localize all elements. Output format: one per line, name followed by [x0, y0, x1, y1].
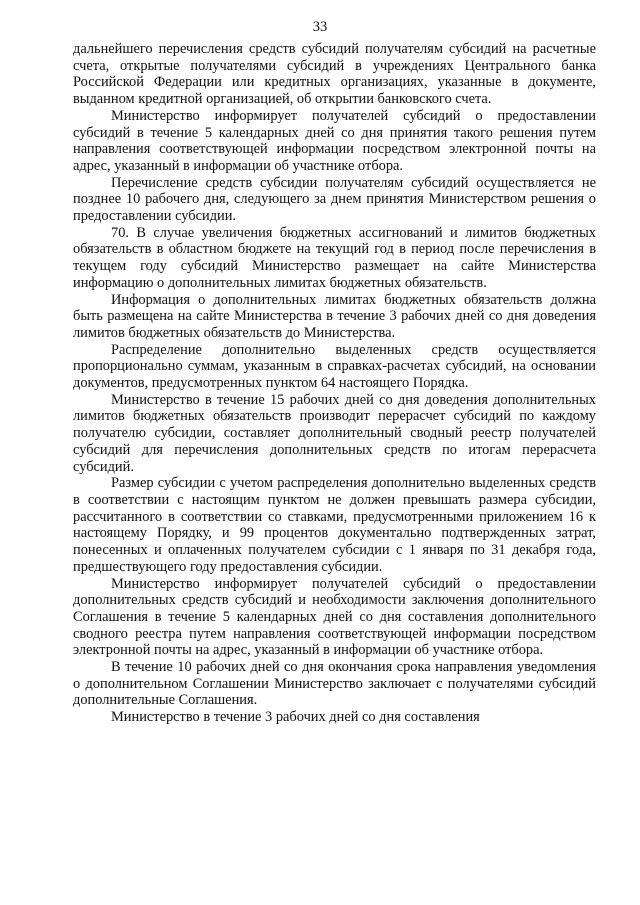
document-body	[73, 41, 596, 726]
paragraph: Министерство информирует получателей субсидий о предоставлении дополнительных средств субсидий и необходимости заключения дополнительного Соглашения в течение 5 календарных дней со дня составления дополнительного сводного реестра путем направления соответствующей информации посредством электронной почты на адрес, указанный в информации об участнике отбора.	[73, 575, 596, 659]
paragraph: Размер субсидии с учетом распределения дополнительно выделенных средств в соответствии с настоящим пунктом не должен превышать размера субсидии, рассчитанного в соответствии со ставками, предусмотренными приложением 16 к настоящему Порядку, и 99 процентов документально подтвержденных затрат, понесенных и оплаченных получателем субсидии с 1 января по 31 декабря года, предшествующего году предоставления субсидии.	[73, 475, 596, 575]
paragraph-truncated: Министерство в течение 3 рабочих дней со дня составления	[111, 709, 480, 726]
page-number: 33	[312, 19, 328, 35]
paragraph: Министерство информирует получателей субсидий о предоставлении субсидий в течение 5 календарных дней со дня принятия такого решения путем направления соответствующей информации посредством электронной почты на адрес, указанный в информации об участнике отбора.	[73, 107, 596, 174]
paragraph-continued: дальнейшего перечисления средств субсидий получателям субсидий на расчетные счета, открытые получателями субсидий в учреждениях Центрального банка Российской Федерации или кредитных организациях, указанные в документе, выданном кредитной организацией, об открытии банковского счета.	[73, 41, 596, 108]
paragraph-item-70: 70. В случае увеличения бюджетных ассигнований и лимитов бюджетных обязательств в областном бюджете на текущий год в период после перечисления в текущем году субсидий Министерство размещает на сайте Министерства информацию о дополнительных лимитах бюджетных обязательств.	[73, 224, 596, 291]
paragraph: Информация о дополнительных лимитах бюджетных обязательств должна быть размещена на сайте Министерства в течение 3 рабочих дней со дня доведения лимитов бюджетных обязательств до Министерства.	[73, 291, 596, 341]
paragraph: В течение 10 рабочих дней со дня окончания срока направления уведомления о дополнительном Соглашении Министерство заключает с получателями субсидий дополнительные Соглашения.	[73, 659, 596, 709]
paragraph: Министерство в течение 15 рабочих дней со дня доведения дополнительных лимитов бюджетных обязательств производит перерасчет субсидий по каждому получателю субсидии, составляет дополнительный сводный реестр получателей субсидий для перечисления дополнительных средств по итогам перерасчета субсидий.	[73, 391, 596, 475]
paragraph: Распределение дополнительно выделенных средств осуществляется пропорционально суммам, указанным в справках-расчетах субсидий, на основании документов, предусмотренных пунктом 64 настоящего Порядка.	[73, 341, 596, 392]
paragraph: Перечисление средств субсидии получателям субсидий осуществляется не позднее 10 рабочего дня, следующего за днем принятия Министерством решения о предоставлении субсидии.	[73, 174, 596, 225]
